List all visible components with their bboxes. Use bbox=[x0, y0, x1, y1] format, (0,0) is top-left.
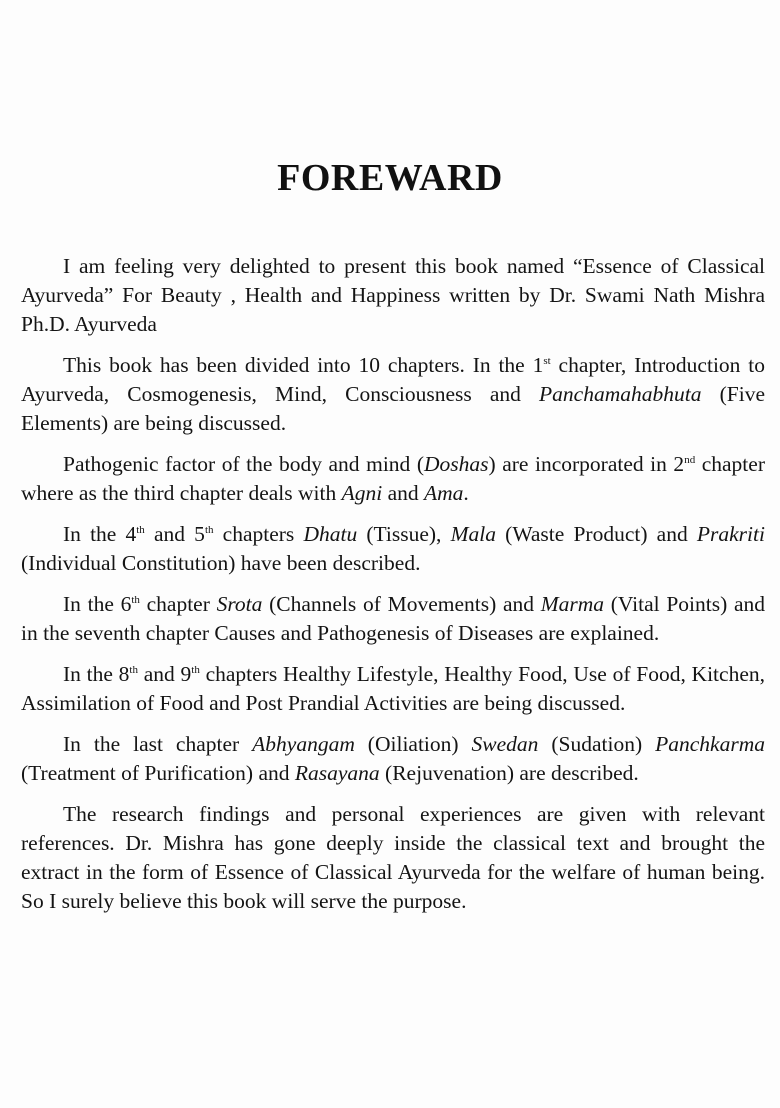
paragraph-text: I am feeling very delighted to present this book named “Essence of Classical Ayurveda” For Beauty , Health and Happiness written by Dr. Swami Nath Mishra Ph.D. Ayurveda bbox=[21, 254, 765, 336]
paragraph bbox=[21, 800, 765, 916]
italic-term: Srota bbox=[216, 592, 263, 616]
paragraph-text: (Individual Constitution) have been described. bbox=[21, 551, 421, 575]
italic-term: Panchkarma bbox=[655, 732, 765, 756]
paragraph-text: This book has been divided into 10 chapters. In the 1 bbox=[63, 353, 544, 377]
italic-term: Mala bbox=[450, 522, 496, 546]
paragraph-text: (Treatment of Purification) and bbox=[21, 761, 295, 785]
paragraph-text: The research findings and personal experiences are given with relevant references. Dr. Mishra has gone deeply inside the classical text and brought the extract in the form of Essence of Classical Ayurveda for the welfare of human being. So I surely believe this book will serve the purpose. bbox=[21, 802, 765, 913]
ordinal-suffix: nd bbox=[684, 453, 696, 466]
paragraph-text: chapter bbox=[139, 592, 217, 616]
italic-term: Dhatu bbox=[303, 522, 358, 546]
foreword-body bbox=[21, 252, 765, 928]
italic-term: Panchamahabhuta bbox=[539, 382, 702, 406]
paragraph-text: and 5 bbox=[144, 522, 205, 546]
paragraph-text: ) are incorporated in 2 bbox=[488, 452, 685, 476]
italic-term: Swedan bbox=[471, 732, 539, 756]
paragraph bbox=[21, 351, 765, 438]
paragraph bbox=[21, 450, 765, 508]
paragraph-text: In the last chapter bbox=[63, 732, 253, 756]
paragraph-text: chapters bbox=[213, 522, 304, 546]
paragraph-text: (Vital Points) and in the seventh chapter Causes and Pathogenesis of Diseases are explained. bbox=[21, 592, 765, 645]
paragraph-text: In the 4 bbox=[63, 522, 137, 546]
paragraph bbox=[21, 590, 765, 648]
paragraph-text: chapter where as the third chapter deals with bbox=[21, 452, 765, 505]
paragraph bbox=[21, 520, 765, 578]
paragraph-text: . bbox=[463, 481, 469, 505]
paragraph-text: In the 6 bbox=[63, 592, 132, 616]
paragraph-text: (Sudation) bbox=[538, 732, 656, 756]
italic-term: Marma bbox=[540, 592, 605, 616]
paragraph-text: (Five Elements) are being discussed. bbox=[21, 382, 765, 435]
paragraph-text: (Oiliation) bbox=[354, 732, 472, 756]
paragraph-text: chapters Healthy Lifestyle, Healthy Food, Use of Food, Kitchen, Assimilation of Food and Post Prandial Activities are being discussed. bbox=[21, 662, 765, 715]
italic-term: Abhyangam bbox=[252, 732, 355, 756]
paragraph-text: and bbox=[382, 481, 424, 505]
paragraph bbox=[21, 660, 765, 718]
paragraph bbox=[21, 730, 765, 788]
ordinal-suffix: th bbox=[129, 663, 138, 676]
italic-term: Rasayana bbox=[294, 761, 380, 785]
paragraph-text: (Tissue), bbox=[357, 522, 451, 546]
paragraph-text: (Channels of Movements) and bbox=[262, 592, 541, 616]
paragraph-text: chapter, Introduction to Ayurveda, Cosmogenesis, Mind, Consciousness and bbox=[21, 353, 765, 406]
ordinal-suffix: th bbox=[136, 523, 145, 536]
paragraph-text: In the 8 bbox=[63, 662, 130, 686]
ordinal-suffix: th bbox=[191, 663, 200, 676]
paragraph-text: (Rejuvenation) are described. bbox=[379, 761, 639, 785]
ordinal-suffix: st bbox=[543, 354, 551, 367]
ordinal-suffix: th bbox=[131, 593, 140, 606]
italic-term: Ama bbox=[424, 481, 464, 505]
page-title: FOREWARD bbox=[277, 157, 503, 199]
italic-term: Agni bbox=[341, 481, 383, 505]
paragraph-text: Pathogenic factor of the body and mind ( bbox=[63, 452, 424, 476]
paragraph bbox=[21, 252, 765, 339]
italic-term: Prakriti bbox=[696, 522, 765, 546]
paragraph-text: and 9 bbox=[137, 662, 192, 686]
italic-term: Doshas bbox=[424, 452, 489, 476]
paragraph-text: (Waste Product) and bbox=[496, 522, 697, 546]
ordinal-suffix: th bbox=[204, 523, 214, 536]
